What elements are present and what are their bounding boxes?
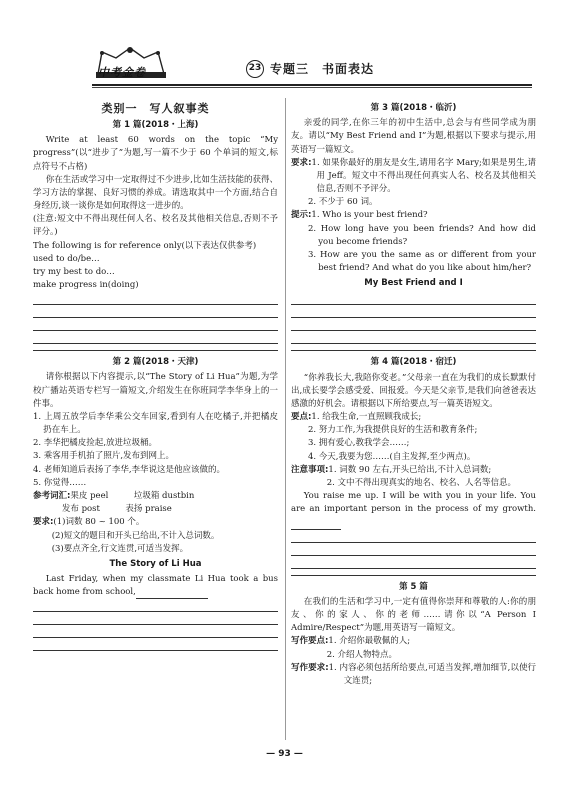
article-3-hint-1: 提示:1. Who is your best friend? — [291, 210, 428, 221]
article-3-requirement-2: 2. 不少于 60 词。 — [308, 197, 378, 208]
section-separator — [291, 350, 536, 351]
article-1-prompt: Write at least 60 words on the topic “My progress”(以“进步了”为题,写一篇不少于 60 个单词的短文,标点符号不占格) — [33, 135, 278, 172]
section-separator — [33, 350, 278, 351]
logo-text: 中考金卷 — [98, 66, 146, 79]
header-rule — [92, 84, 532, 86]
column-divider — [285, 98, 286, 740]
article-2-intro: 请你根据以下内容提示,以“The Story of Li Hua”为题,为学校广播站英语专栏写一篇短文,介绍发生在你班同学李华身上的一件事。 — [33, 372, 278, 409]
article-3-hint-2: 2. How long have you been friends? And how did you become friends? — [308, 223, 536, 247]
article-5-content-2: 2. 介绍人物特点。 — [326, 649, 398, 660]
article-4-note-1: 注意事项:1. 词数 90 左右,开头已给出,不计入总词数; — [291, 464, 492, 475]
article-2-item-1: 1. 上周五放学后李华乘公交车回家,看到有人在吃橘子,并把橘皮扔在车上。 — [33, 411, 278, 436]
article-2-answer-lines[interactable] — [33, 599, 278, 651]
right-column — [291, 100, 536, 688]
article-5-content-1: 写作要点:1. 介绍你最敬佩的人; — [291, 636, 411, 647]
article-4-point-1: 要点:1. 给我生命,一直照顾我成长; — [291, 412, 422, 423]
article-3-heading: 第 3 篇(2018・临沂) — [370, 103, 457, 113]
answer-blank[interactable] — [136, 588, 208, 599]
answer-blank[interactable] — [291, 519, 341, 530]
article-1-reference-2: try my best to do… — [33, 266, 115, 277]
article-1-answer-lines[interactable] — [33, 292, 278, 344]
article-2-requirement-2: (2)短文的题目和开头已给出,不计入总词数。 — [51, 530, 220, 541]
article-2-vocab-row-2: 发布 post 表扬 praise — [61, 504, 172, 515]
article-2-item-3: 3. 乘客用手机拍了照片,发布到网上。 — [33, 451, 175, 462]
article-1-reference-3: make progress in(doing) — [33, 280, 139, 291]
topic-title: 专题三 书面表达 — [270, 62, 375, 76]
article-4-point-4: 4. 今天,我要为您……(自主发挥,至少两点)。 — [308, 451, 476, 462]
vocab-label: 参考词汇: — [33, 491, 71, 501]
article-2-requirements: 要求:(1)词数 80 ~ 100 个。 — [33, 517, 145, 528]
article-3-hint-3: 3. How are you the same as or different from your best friend? And what do you like about him/her? — [308, 249, 536, 274]
article-2-item-4: 4. 老师知道后表扬了李华,李华说这是他应该做的。 — [33, 464, 226, 475]
article-1-note: (注意:短文中不得出现任何人名、校名及其他相关信息,否则不予评分。) — [33, 214, 278, 238]
article-5-intro: 在我们的生活和学习中,一定有值得你崇拜和尊敬的人:你的朋友、你的家人、你的老师……请你以“A Person I Admire/Respect”为题,用英语写一篇短文。 — [291, 596, 536, 634]
article-4-opening: You raise me up. I will be with you in your life. You are an important person in the process of my growth. — [291, 490, 536, 530]
article-4-point-3: 3. 拥有爱心,教我学会……; — [308, 438, 410, 449]
article-3-essay-title: My Best Friend and I — [364, 278, 463, 289]
article-2-item-2: 2. 李华把橘皮捡起,放进垃圾桶。 — [33, 438, 158, 449]
article-2-item-5: 5. 你觉得…… — [33, 477, 87, 488]
article-1-heading: 第 1 篇(2018・上海) — [112, 120, 199, 131]
article-3-requirement-1: 要求:1. 如果你最好的朋友是女生,请用名字 Mary;如果是男生,请用 Jeff。短文中不得出现任何真实人名、校名及其他相关信息,否则不予评分。 — [291, 157, 536, 195]
topic-number-badge: 23 — [246, 60, 264, 78]
section-separator — [291, 575, 536, 576]
article-5-demand-1: 写作要求:1. 内容必须包括所给要点,可适当发挥,增加细节,以使行文连贯; — [291, 662, 537, 686]
page-header — [0, 0, 569, 90]
article-5-heading: 第 5 篇 — [399, 581, 428, 592]
category-title: 类别一 写人叙事类 — [101, 102, 210, 115]
article-2-opening: Last Friday, when my classmate Li Hua took a bus back home from school, — [33, 573, 278, 599]
article-3-answer-lines[interactable] — [291, 292, 536, 344]
article-2-heading: 第 2 篇(2018・天津) — [112, 357, 199, 368]
article-1-instructions: 你在生活或学习中一定取得过不少进步,比如生活技能的获得、学习方法的掌握、良好习惯的养成。请选取其中一个方面,结合自身经历,谈一谈你是如何取得这一进步的。 — [33, 174, 278, 212]
article-2-vocab-row-1: 参考词汇:果皮 peel 垃圾箱 dustbin — [33, 491, 195, 501]
article-4-answer-lines[interactable] — [291, 530, 536, 569]
article-2-essay-title: The Story of Li Hua — [109, 558, 202, 569]
article-1-reference-intro: The following is for reference only(以下表达仅供参考) — [33, 240, 257, 251]
article-4-intro: “你养我长大,我陪你变老。”父母亲一直在为我们的成长默默付出,成长要学会感受爱、回报爱。今天是父亲节,是我们向爸爸表达感激的好机会。请根据以下所给要点,写一篇英语短文。 — [291, 372, 536, 409]
page-number: — 93 — — [266, 749, 303, 759]
left-column — [33, 100, 278, 651]
article-4-heading: 第 4 篇(2018・宿迁) — [370, 357, 457, 368]
article-1-reference-1: used to do/be… — [33, 253, 100, 264]
article-2-requirement-3: (3)要点齐全,行文连贯,可适当发挥。 — [51, 543, 189, 554]
article-4-point-2: 2. 努力工作,为我提供良好的生活和教育条件; — [308, 425, 478, 436]
article-4-note-2: 2. 文中不得出现真实的地名、校名、人名等信息。 — [326, 477, 517, 488]
header-rule-thin — [92, 87, 532, 88]
article-3-intro: 亲爱的同学,在你三年的初中生活中,总会与有些同学成为朋友。请以“My Best Friend and I”为题,根据以下要求与提示,用英语写一篇短文。 — [291, 118, 536, 155]
